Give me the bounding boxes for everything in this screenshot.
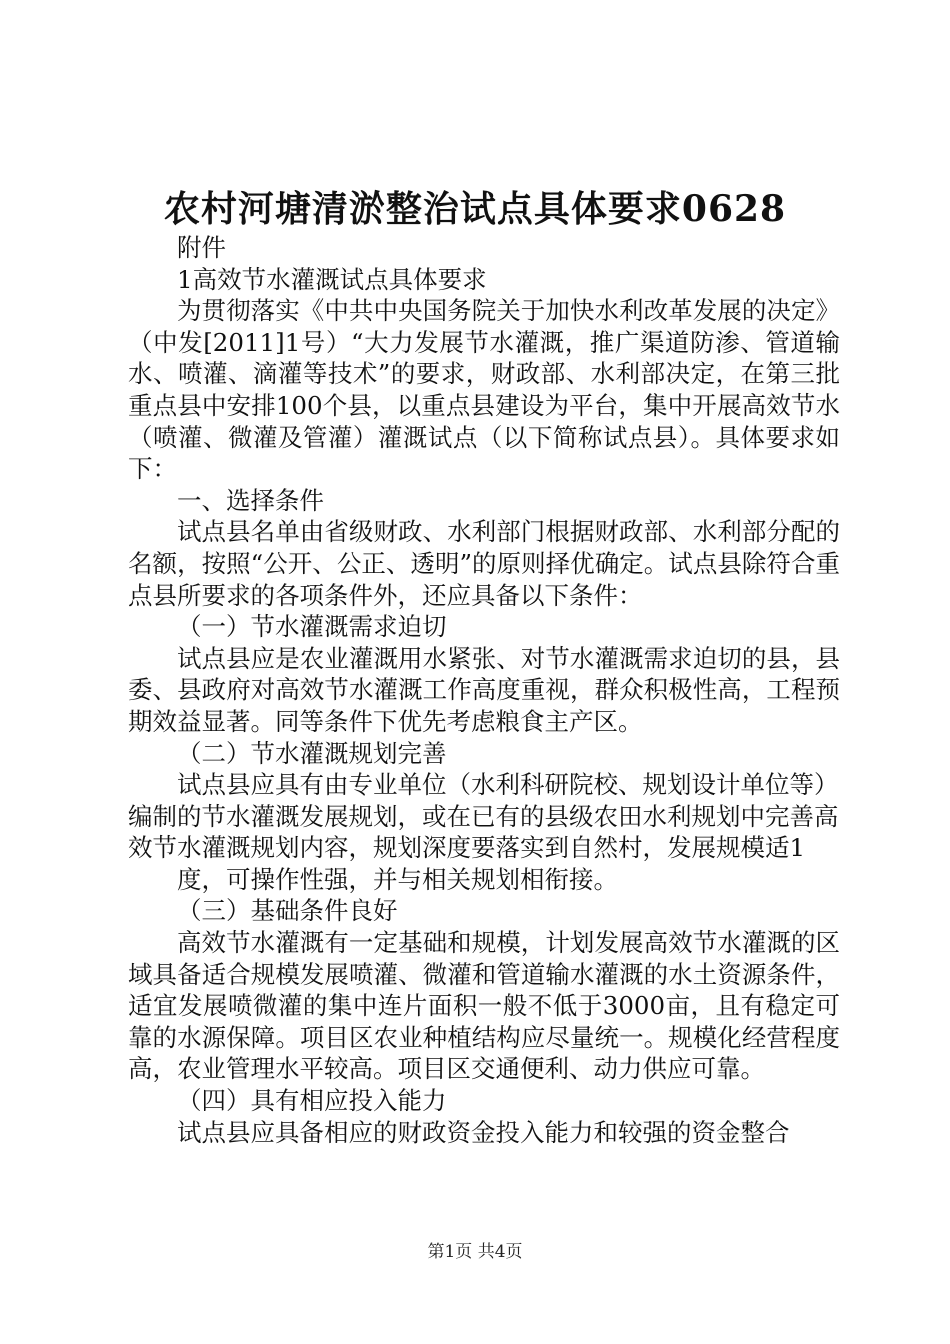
paragraph: 试点县名单由省级财政、水利部门根据财政部、水利部分配的名额，按照“公开、公正、透明”的原则择优确定。试点县除符合重点县所要求的各项条件外，还应具备以下条件：	[128, 517, 840, 610]
paragraph: 高效节水灌溉有一定基础和规模，计划发展高效节水灌溉的区域具备适合规模发展喷灌、微灌和管道输水灌溉的水土资源条件，适宜发展喷微灌的集中连片面积一般不低于3000亩，且有稳定可靠的水源保障。项目区农业种植结构应尽量统一。规模化经营程度高，农业管理水平较高。项目区交通便利、动力供应可靠。	[128, 928, 840, 1084]
subsection-heading: （四）具有相应投入能力	[177, 1086, 447, 1116]
paragraph: 为贯彻落实《中共中央国务院关于加快水利改革发展的决定》（中发[2011]1号）“大力发展节水灌溉，推广渠道防渗、管道输水、喷灌、滴灌等技术”的要求，财政部、水利部决定，在第三批重点县中安排100个县，以重点县建设为平台，集中开展高效节水（喷灌、微灌及管灌）灌溉试点（以下简称试点县）。具体要求如下：	[128, 296, 840, 484]
section-heading: 一、选择条件	[177, 485, 324, 515]
document-title: 农村河塘清淤整治试点具体要求0628	[163, 188, 787, 230]
page-footer: 第1页 共4页	[427, 1242, 523, 1262]
paragraph: 试点县应具有由专业单位（水利科研院校、规划设计单位等）编制的节水灌溉发展规划，或在已有的县级农田水利规划中完善高效节水灌溉规划内容，规划深度要落实到自然村，发展规模适1	[128, 770, 839, 863]
subsection-heading: （三）基础条件良好	[177, 896, 398, 926]
paragraph: 试点县应是农业灌溉用水紧张、对节水灌溉需求迫切的县，县委、县政府对高效节水灌溉工作高度重视，群众积极性高，工程预期效益显著。同等条件下优先考虑粮食主产区。	[128, 643, 840, 736]
paragraph: 度，可操作性强，并与相关规划相衔接。	[177, 864, 618, 894]
subsection-heading: （二）节水灌溉规划完善	[177, 738, 447, 768]
subsection-heading: （一）节水灌溉需求迫切	[177, 612, 447, 642]
section-title: 1高效节水灌溉试点具体要求	[177, 264, 487, 294]
attachment-label: 附件	[177, 233, 226, 262]
paragraph: 试点县应具备相应的财政资金投入能力和较强的资金整合	[177, 1117, 790, 1147]
document-body	[128, 232, 840, 1148]
